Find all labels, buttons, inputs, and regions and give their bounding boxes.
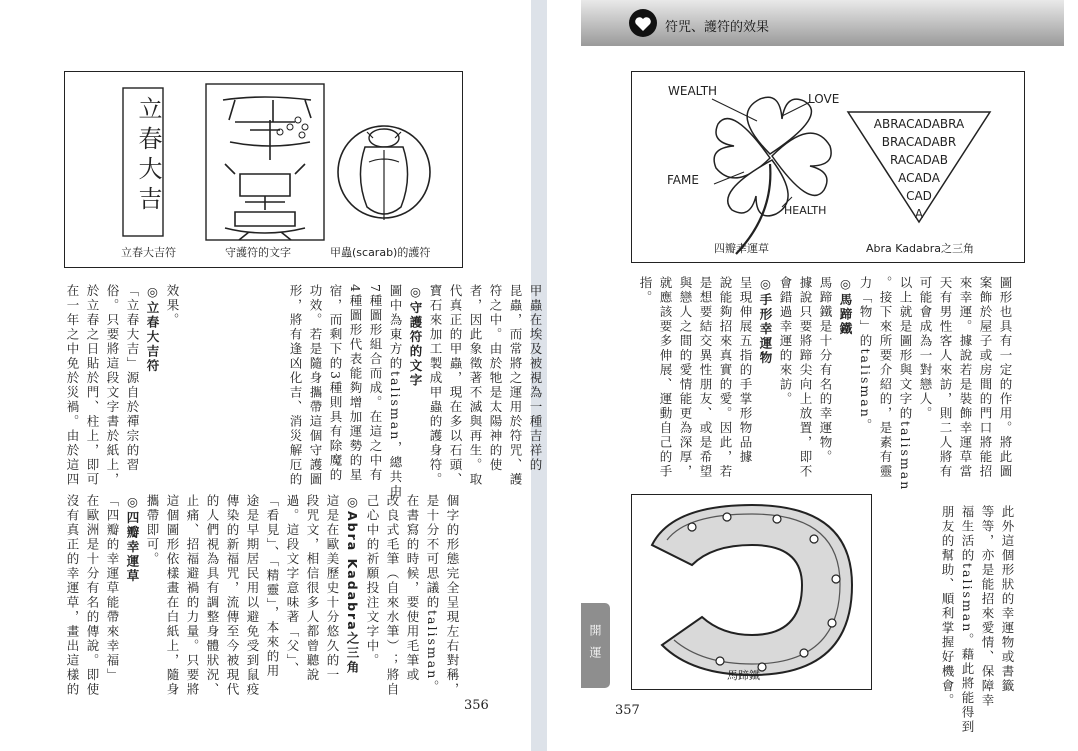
- text-line: 在一年之中免於災禍。由於這四: [65, 284, 80, 487]
- text-line: 與戀人之間的愛情能更為深厚，: [678, 276, 693, 479]
- text-line: 說能夠招來真實的愛。因此，若: [718, 276, 733, 479]
- caption-clover: 四瓣幸運草: [714, 242, 769, 255]
- text-line: 俗。只要將這段文字書於紙上，: [105, 284, 120, 487]
- text-line: 可能會成為一對戀人。: [918, 276, 933, 421]
- right-column-block-top: [635, 276, 1015, 492]
- chapter-title: 符咒、護符的效果: [665, 20, 770, 35]
- text-line: 會錯過幸運的來訪。: [778, 276, 793, 407]
- text-line: 攜帶即可。: [145, 494, 160, 567]
- text-line: 過。這段文字意味著「父」、: [285, 494, 300, 677]
- text-line: 改良式毛筆（自來水筆）；將自: [385, 494, 400, 697]
- abracadabra-line: BRACADABR: [881, 135, 957, 149]
- text-line: 在書寫的時候，要使用毛筆或: [405, 494, 420, 683]
- abracadabra-line: A: [914, 207, 924, 221]
- text-line: 馬蹄鐵是十分有名的幸運物。: [818, 276, 833, 465]
- text-line: 己心中的祈願投注文字中。: [365, 494, 380, 668]
- page-number-left: 356: [464, 698, 489, 713]
- text-line: 案飾於屋子或房間的門口將能招: [978, 276, 993, 479]
- section-heading: ◎守護符的文字: [408, 284, 423, 388]
- horseshoe-illustration: [632, 495, 871, 689]
- text-line: 功效。若是隨身攜帶這個守護圖: [308, 284, 323, 487]
- text-line: 於立春之日貼於門、柱上，即可: [85, 284, 100, 487]
- text-line: 呈現伸展五指的手掌形物品據: [738, 276, 753, 465]
- abracadabra-line: CAD: [906, 189, 932, 203]
- left-column-block-lower: [62, 494, 462, 704]
- word-health: HEALTH: [784, 204, 827, 217]
- text-line: 止痛、招福避禍的力量。只要將: [185, 494, 200, 697]
- text-line: 等等，亦是能招來愛情、保障幸: [980, 505, 995, 708]
- talisman-figure: [64, 71, 463, 268]
- text-line: 的人們視為具有調整身體狀況、: [205, 494, 220, 697]
- text-line: 就應該要多伸展、運動自己的手: [658, 276, 673, 479]
- text-line: 甲蟲在埃及被視為一種吉祥的: [528, 284, 543, 473]
- clover-triangle-figure: [631, 71, 1025, 263]
- talisman-illustrations: [65, 72, 462, 267]
- text-line: 7種圖形組合而成。在這之中有: [368, 284, 383, 483]
- text-line: 據說只要將蹄尖向上放置，即不: [798, 276, 813, 479]
- section-heading: ◎馬蹄鐵: [838, 276, 853, 337]
- abracadabra-line: ACADA: [898, 171, 940, 185]
- heart-icon: [626, 8, 660, 38]
- text-line: 是想要結交異性朋友、或是希望: [698, 276, 713, 479]
- word-fame: FAME: [667, 173, 699, 187]
- text-line: 力「物」的talisman。: [858, 276, 873, 434]
- text-line: 「看見」、「精靈」，本來的用: [265, 494, 280, 679]
- text-line: 。接下來所要介紹的，是素有靈: [878, 276, 893, 479]
- section-heading: ◎立春大吉符: [145, 284, 160, 374]
- text-line: 這個圖形依樣畫在白紙上，隨身: [165, 494, 180, 697]
- word-love: LOVE: [808, 92, 840, 106]
- text-line: 代真正的甲蟲，現在多以石頭、: [448, 284, 463, 487]
- text-line: 圖中為東方的talisman，總共由: [388, 284, 403, 500]
- text-line: 者，因此象徵著不滅與再生。取: [468, 284, 483, 487]
- text-line: 來幸運。據說若是裝飾幸運草當: [958, 276, 973, 479]
- text-line: 形，將有逢凶化吉、消災解厄的: [288, 284, 303, 487]
- text-line: 「立春大吉」源自於禪宗的習: [125, 284, 140, 473]
- text-line: 宿，而剩下的3種則具有除魔的: [328, 284, 343, 483]
- text-line: 段咒文，相信很多人都曾聽說: [305, 494, 320, 683]
- caption-horseshoe: 馬蹄鐵: [727, 669, 760, 682]
- abracadabra-text: [848, 115, 990, 223]
- text-line: 傳染的新福咒，流傳至今被現代: [225, 494, 240, 697]
- text-line: 福生活的talisman。藉此將能得到: [960, 505, 975, 735]
- right-page: [547, 0, 1078, 751]
- caption-guard-text: 守護符的文字: [225, 246, 291, 259]
- text-line: 天有男性客人來訪，則二人將有: [938, 276, 953, 479]
- left-column-block-left: [62, 284, 182, 512]
- text-line: 符之中。由於牠是太陽神的使: [488, 284, 503, 473]
- abracadabra-line: RACADAB: [890, 153, 948, 167]
- section-heading: ◎四瓣幸運草: [125, 494, 140, 584]
- abracadabra-line: ABRACADABRA: [873, 117, 965, 131]
- left-column-block-right: [285, 284, 565, 512]
- caption-spring: 立春大吉符: [121, 246, 176, 259]
- text-line: 在歐洲是十分有名的傳說。即使: [85, 494, 100, 697]
- side-tab-kaiyun: 開運: [581, 603, 610, 688]
- text-line: 「四瓣的幸運草能帶來幸福」: [105, 494, 120, 683]
- text-line: 此外這個形狀的幸運物或書籤: [1000, 505, 1015, 694]
- text-line: 以上就是圖形與文字的talisman: [898, 276, 913, 492]
- text-line: 4種圖形代表能夠增加運勢的星: [348, 284, 363, 483]
- text-line: 是十分不可思議的talisman。: [425, 494, 440, 695]
- text-line: 這是在歐美歷史十分悠久的一: [325, 494, 340, 683]
- caption-scarab: 甲蟲(scarab)的護符: [330, 246, 431, 259]
- text-line: 途是早期居民用以避免受到鼠疫: [245, 494, 260, 697]
- text-line: 昆蟲，而常將之運用於符咒、護: [508, 284, 523, 487]
- text-line: 沒有真正的幸運草，畫出這樣的: [65, 494, 80, 697]
- text-line: 指。: [638, 276, 653, 305]
- right-column-block-bottom: [937, 505, 1017, 735]
- horseshoe-figure: [631, 494, 872, 690]
- text-line: 個字的形態完全呈現左右對稱，: [445, 494, 460, 697]
- word-wealth: WEALTH: [668, 84, 718, 98]
- section-heading: ◎Abra Kadabra之三角: [345, 494, 360, 676]
- text-line: 朋友的幫助、順利掌握好機會。: [940, 505, 955, 708]
- caption-abra: Abra Kadabra之三角: [866, 242, 974, 255]
- text-line: 寶石來加工製成甲蟲的護身符。: [428, 284, 443, 487]
- section-heading: ◎手形幸運物: [758, 276, 773, 366]
- text-line: 圖形也具有一定的作用。將此圖: [998, 276, 1013, 479]
- page-number-right: 357: [615, 703, 640, 718]
- text-line: 效果。: [165, 284, 180, 328]
- talisman-text: 立春大吉: [134, 96, 162, 216]
